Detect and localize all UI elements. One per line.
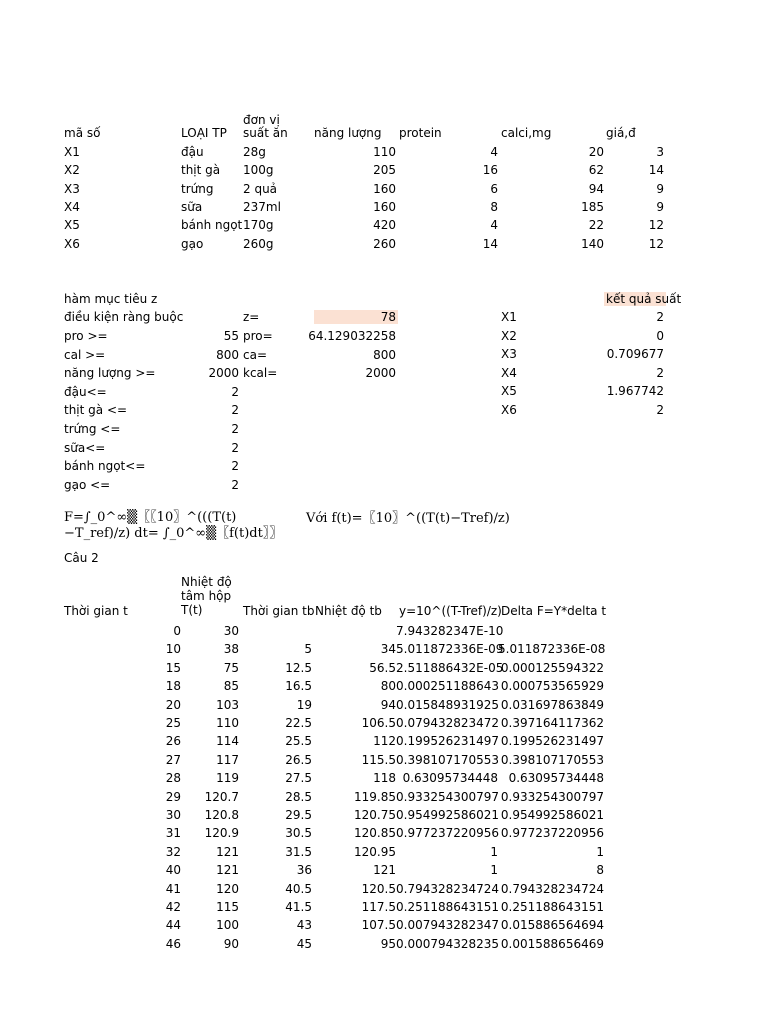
avg-time-cell[interactable]: 28.5 [285,789,312,804]
avg-time-cell[interactable]: 26.5 [285,752,312,767]
z-value-cell[interactable]: 78 [314,310,398,324]
constraint-label[interactable]: sữa<= [64,440,106,455]
avg-temperature-cell[interactable]: 112 [373,734,396,749]
food-calcium-cell[interactable]: 185 [581,199,604,214]
delta-f-cell[interactable]: 0.63095734448 [508,771,604,786]
constraint-rhs[interactable]: 2 [231,384,239,399]
time-cell[interactable]: 42 [165,900,181,914]
constraint-lhs-label[interactable]: kcal= [243,366,278,381]
temperature-cell[interactable]: 120.7 [204,789,239,804]
header-nang-luong[interactable]: năng lượng [314,126,382,140]
avg-temperature-cell[interactable]: 115.5 [361,752,396,767]
y-value-cell[interactable]: 1 [490,844,498,859]
y-value-cell[interactable]: 0.079432823472 [396,716,500,730]
result-variable[interactable]: X3 [501,347,517,361]
result-variable[interactable]: X4 [501,365,517,380]
temperature-cell[interactable]: 120.9 [204,826,239,841]
delta-f-cell[interactable]: 0.933254300797 [500,789,604,804]
y-value-cell[interactable]: 0.794328234724 [396,881,500,896]
header-loai-tp[interactable]: LOẠI TP [181,126,227,140]
avg-temperature-cell[interactable]: 80 [380,679,396,694]
avg-time-cell[interactable]: 36 [296,863,312,878]
constraint-lhs-value[interactable]: 800 [373,347,396,362]
y-value-cell[interactable]: 0.977237220956 [396,826,500,841]
delta-f-cell[interactable]: 0.397164117362 [500,716,604,730]
temperature-cell[interactable]: 117 [216,752,239,767]
avg-temperature-cell[interactable]: 95 [380,936,396,951]
delta-f-cell[interactable]: 0.000753565929 [500,679,604,694]
formula-line-1[interactable]: F=∫_0^∞▒〖〖10〗^(((T(t) [64,510,237,525]
temperature-cell[interactable]: 119 [216,771,239,786]
food-unit-cell[interactable]: 170g [243,218,274,233]
header-nhiet-do-line1[interactable]: Nhiệt độ [181,575,232,589]
temperature-cell[interactable]: 120 [216,881,239,896]
constraint-rhs[interactable]: 2 [231,422,239,436]
result-value[interactable]: 2 [656,402,664,417]
food-type-cell[interactable]: trứng [181,181,214,196]
delta-f-cell[interactable]: 5.011872336E-08 [498,642,606,657]
result-value[interactable]: 2 [656,365,664,380]
food-unit-cell[interactable]: 260g [243,236,274,251]
result-variable[interactable]: X1 [501,310,517,324]
header-gia[interactable]: giá,đ [606,126,636,140]
time-cell[interactable]: 18 [165,679,181,694]
temperature-cell[interactable]: 121 [216,863,239,878]
temperature-cell[interactable]: 114 [216,734,239,749]
food-energy-cell[interactable]: 420 [373,218,396,233]
delta-f-cell[interactable]: 0.251188643151 [500,900,604,914]
result-value[interactable]: 0 [656,328,664,343]
avg-temperature-cell[interactable]: 119.85 [354,789,396,804]
food-energy-cell[interactable]: 260 [373,236,396,251]
header-protein[interactable]: protein [399,126,442,140]
food-type-cell[interactable]: đậu [181,145,204,159]
objective-label[interactable]: hàm mục tiêu z [64,292,158,306]
avg-time-cell[interactable]: 43 [296,918,312,933]
avg-temperature-cell[interactable]: 120.75 [354,808,396,822]
delta-f-cell[interactable]: 0.398107170553 [500,752,604,767]
y-value-cell[interactable]: 0.933254300797 [396,789,500,804]
food-type-cell[interactable]: sữa [181,199,203,214]
y-value-cell[interactable]: 0.398107170553 [396,752,500,767]
food-protein-cell[interactable]: 8 [490,199,498,214]
header-nhiet-do-line2: tâm hộp [181,589,232,603]
time-cell[interactable]: 10 [165,642,181,657]
avg-time-cell[interactable]: 5 [304,642,312,657]
avg-temperature-cell[interactable]: 106.5 [361,716,396,730]
time-cell[interactable]: 27 [165,752,181,767]
food-calcium-cell[interactable]: 62 [588,163,604,178]
y-value-cell[interactable]: 0.000794328235 [396,936,500,951]
avg-time-cell[interactable]: 40.5 [285,881,312,896]
formula-line-2: −T_ref)/z) dt= ∫_0^∞▒〖f(t)dt〗〗 [64,526,283,541]
food-energy-cell[interactable]: 110 [373,145,396,159]
food-protein-cell[interactable]: 6 [490,181,498,196]
food-price-cell[interactable]: 3 [656,145,664,159]
food-code-cell[interactable]: X6 [64,236,80,251]
y-value-cell[interactable]: 7.943282347E-10 [396,624,504,638]
food-code-cell[interactable]: X5 [64,218,80,233]
formula-right[interactable]: Với f(t)=〖10〗^((T(t)−Tref)/z) [306,511,510,526]
constraint-rhs[interactable]: 2 [231,459,239,474]
avg-temperature-cell[interactable]: 94 [380,697,396,712]
food-unit-cell[interactable]: 2 quả [243,181,278,196]
constraint-label[interactable]: đậu<= [64,384,107,399]
header-delta-f[interactable]: Delta F=Y*delta t [501,604,607,618]
time-cell[interactable]: 44 [165,918,181,933]
result-value[interactable]: 0.709677 [606,347,664,361]
constraint-label[interactable]: gạo <= [64,477,111,492]
constraint-rhs[interactable]: 55 [223,329,239,343]
temperature-cell[interactable]: 38 [223,642,239,657]
time-cell[interactable]: 15 [165,660,181,675]
food-unit-cell[interactable]: 100g [243,163,274,178]
food-unit-cell[interactable]: 237ml [243,199,281,214]
delta-f-cell[interactable]: 0.031697863849 [500,697,604,712]
food-energy-cell[interactable]: 205 [373,163,396,178]
food-calcium-cell[interactable]: 94 [588,181,604,196]
constraint-rhs[interactable]: 800 [216,347,239,362]
delta-f-cell[interactable]: 0.015886564694 [500,918,604,933]
time-cell[interactable]: 29 [165,789,181,804]
header-don-vi-line1[interactable]: đơn vị [243,113,280,127]
time-cell[interactable]: 28 [165,771,181,786]
y-value-cell[interactable]: 2.511886432E-05 [396,660,504,675]
temperature-cell[interactable]: 120.8 [204,808,239,822]
avg-time-cell[interactable]: 16.5 [285,679,312,694]
food-code-cell[interactable]: X3 [64,181,80,196]
z-label[interactable]: z= [243,310,260,324]
food-type-cell[interactable]: bánh ngọt [181,218,243,233]
time-cell[interactable]: 30 [165,808,181,822]
time-cell[interactable]: 41 [165,881,181,896]
avg-time-cell[interactable]: 31.5 [285,844,312,859]
y-value-cell[interactable]: 0.007943282347 [396,918,500,933]
y-value-cell[interactable]: 5.011872336E-09 [396,642,504,657]
constraint-rhs[interactable]: 2 [231,403,239,418]
constraint-lhs-label[interactable]: pro= [243,329,273,343]
avg-temperature-cell[interactable]: 120.5 [361,881,396,896]
delta-f-cell[interactable]: 0.977237220956 [500,826,604,841]
constraint-rhs[interactable]: 2 [231,477,239,492]
food-unit-cell[interactable]: 28g [243,145,266,159]
temperature-cell[interactable]: 75 [223,660,239,675]
header-thoi-gian[interactable]: Thời gian t [64,604,128,618]
food-code-cell[interactable]: X1 [64,145,80,159]
temperature-cell[interactable]: 30 [223,624,239,638]
y-value-cell[interactable]: 0.015848931925 [396,697,500,712]
header-y[interactable]: y=10^((T-Tref)/z) [399,604,502,618]
time-cell[interactable]: 20 [165,697,181,712]
temperature-cell[interactable]: 85 [223,679,239,694]
result-variable[interactable]: X6 [501,402,517,417]
constraint-lhs-value[interactable]: 2000 [365,366,396,381]
constraint-label[interactable]: pro >= [64,329,108,343]
avg-temperature-cell[interactable]: 118 [373,771,396,786]
constraint-rhs[interactable]: 2 [231,440,239,455]
food-price-cell[interactable]: 9 [656,199,664,214]
y-value-cell[interactable]: 1 [490,863,498,878]
avg-temperature-cell[interactable]: 120.85 [354,826,396,841]
avg-time-cell[interactable]: 25.5 [285,734,312,749]
delta-f-cell[interactable]: 1 [596,844,604,859]
avg-temperature-cell[interactable]: 121 [373,863,396,878]
food-price-cell[interactable]: 12 [648,236,664,251]
header-nhiet-do-line3: T(t) [181,603,203,617]
delta-f-cell[interactable]: 0.000125594322 [500,660,604,675]
delta-f-cell[interactable]: 0.954992586021 [500,808,604,822]
avg-time-cell[interactable]: 41.5 [285,900,312,914]
result-variable[interactable]: X2 [501,328,517,343]
food-calcium-cell[interactable]: 140 [581,236,604,251]
constraint-label[interactable]: năng lượng >= [64,366,156,381]
time-cell[interactable]: 40 [165,863,181,878]
constraint-lhs-label[interactable]: ca= [243,347,268,362]
food-energy-cell[interactable]: 160 [373,199,396,214]
food-type-cell[interactable]: gạo [181,236,204,251]
header-don-vi-line2: suất ăn [243,126,288,140]
temperature-cell[interactable]: 103 [216,697,239,712]
avg-temperature-cell[interactable]: 34 [380,642,396,657]
food-calcium-cell[interactable]: 22 [588,218,604,233]
delta-f-cell[interactable]: 0.794328234724 [500,881,604,896]
avg-time-cell[interactable]: 12.5 [285,660,312,675]
time-cell[interactable]: 25 [165,716,181,730]
y-value-cell[interactable]: 0.000251188643 [396,679,500,694]
y-value-cell[interactable]: 0.199526231497 [396,734,500,749]
avg-temperature-cell[interactable]: 117.5 [361,900,396,914]
avg-time-cell[interactable]: 45 [296,936,312,951]
avg-time-cell[interactable]: 29.5 [285,808,312,822]
temperature-cell[interactable]: 100 [216,918,239,933]
delta-f-cell[interactable]: 0.001588656469 [500,936,604,951]
food-code-cell[interactable]: X2 [64,163,80,178]
food-protein-cell[interactable]: 4 [490,218,498,233]
header-thoi-gian-tb[interactable]: Thời gian tb [243,604,315,618]
delta-f-cell[interactable]: 0.199526231497 [500,734,604,749]
food-price-cell[interactable]: 12 [648,218,664,233]
food-price-cell[interactable]: 9 [656,181,664,196]
time-cell[interactable]: 0 [173,624,181,638]
food-protein-cell[interactable]: 14 [482,236,498,251]
y-value-cell[interactable]: 0.954992586021 [396,808,500,822]
header-nhiet-do-tb[interactable]: Nhiệt độ tb [315,604,382,618]
constraints-label[interactable]: điều kiện ràng buộc [64,310,184,324]
result-value[interactable]: 1.967742 [606,384,664,398]
temperature-cell[interactable]: 115 [216,900,239,914]
food-calcium-cell[interactable]: 20 [588,145,604,159]
avg-time-cell[interactable]: 27.5 [285,771,312,786]
constraint-label[interactable]: thịt gà <= [64,403,128,418]
food-price-cell[interactable]: 14 [648,163,664,178]
result-label[interactable]: kết quả suất [606,292,682,306]
food-protein-cell[interactable]: 4 [490,145,498,159]
header-calci[interactable]: calci,mg [501,126,552,140]
avg-time-cell[interactable]: 22.5 [285,716,312,730]
delta-f-cell[interactable]: 8 [596,863,604,878]
constraint-label[interactable]: cal >= [64,347,106,362]
time-cell[interactable]: 32 [165,844,181,859]
avg-time-cell[interactable]: 19 [296,697,312,712]
temperature-cell[interactable]: 90 [223,936,239,951]
y-value-cell[interactable]: 0.63095734448 [402,771,498,786]
temperature-cell[interactable]: 110 [216,716,239,730]
food-type-cell[interactable]: thịt gà [181,163,221,178]
y-value-cell[interactable]: 0.251188643151 [396,900,500,914]
avg-temperature-cell[interactable]: 120.95 [354,844,396,859]
food-code-cell[interactable]: X4 [64,199,80,214]
constraint-label[interactable]: trứng <= [64,422,121,436]
question2-title[interactable]: Câu 2 [64,551,99,565]
food-energy-cell[interactable]: 160 [373,181,396,196]
result-variable[interactable]: X5 [501,384,517,398]
avg-temperature-cell[interactable]: 56.5 [369,660,396,675]
time-cell[interactable]: 46 [165,936,181,951]
constraint-lhs-value[interactable]: 64.129032258 [308,329,396,343]
constraint-rhs[interactable]: 2000 [208,366,239,381]
header-ma-so[interactable]: mã số [64,126,101,140]
food-protein-cell[interactable]: 16 [482,163,498,178]
avg-temperature-cell[interactable]: 107.5 [361,918,396,933]
constraint-label[interactable]: bánh ngọt<= [64,459,146,474]
time-cell[interactable]: 31 [165,826,181,841]
avg-time-cell[interactable]: 30.5 [285,826,312,841]
time-cell[interactable]: 26 [165,734,181,749]
temperature-cell[interactable]: 121 [216,844,239,859]
result-value[interactable]: 2 [656,310,664,324]
